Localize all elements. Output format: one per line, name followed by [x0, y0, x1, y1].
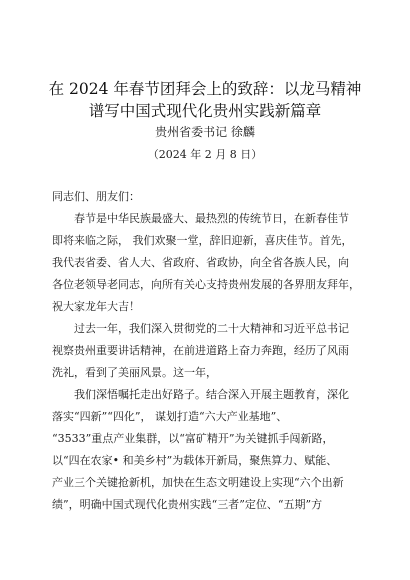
body-line: 洗礼，看到了美丽风景。这一年，	[52, 366, 217, 379]
document-title-line-2: 谱写中国式现代化贵州实践新篇章	[88, 102, 322, 120]
body-line: 我们深悟嘱托走出好路子。结合深入开展主题教育，深化	[74, 388, 349, 401]
body-line: 落实“四新”“四化”， 谋划打造“六大产业基地”、	[52, 410, 288, 423]
body-line: 过去一年，我们深入贯彻党的二十大精神和习近平总书记	[74, 322, 349, 335]
author-line: 贵州省委书记 徐麟	[155, 125, 255, 139]
document-title-line-1: 在 2024 年春节团拜会上的致辞：以龙马精神	[48, 80, 362, 98]
salutation: 同志们、朋友们：	[52, 190, 140, 203]
date-line: （2024 年 2 月 8 日）	[147, 148, 263, 161]
body-line: 以“四在农家• 和美乡村”为载体开新局，聚焦算力、赋能、	[52, 454, 338, 467]
body-line: 祝大家龙年大吉！	[52, 300, 140, 313]
body-line: 产业三个关键抢新机，加快在生态文明建设上实现“六个出新	[52, 476, 344, 489]
body-line: 春节是中华民族最盛大、最热烈的传统节日，在新春佳节	[74, 212, 349, 225]
body-line: “3533”重点产业集群，以“富矿精开”为关键抓手闯新路，	[52, 432, 334, 445]
body-line: 我代表省委、省人大、省政府、省政协，向全省各族人民，向	[52, 256, 349, 269]
body-line: 绩”，明确中国式现代化贵州实践“三者”定位、“五期”方	[52, 498, 323, 511]
body-line: 各位老领导老同志，向所有关心支持贵州发展的各界朋友拜年，	[52, 278, 360, 291]
body-line: 视察贵州重要讲话精神，在前进道路上奋力奔跑，经历了风雨	[52, 344, 349, 357]
body-line: 即将来临之际， 我们欢聚一堂，辞旧迎新，喜庆佳节。首先，	[52, 234, 353, 247]
